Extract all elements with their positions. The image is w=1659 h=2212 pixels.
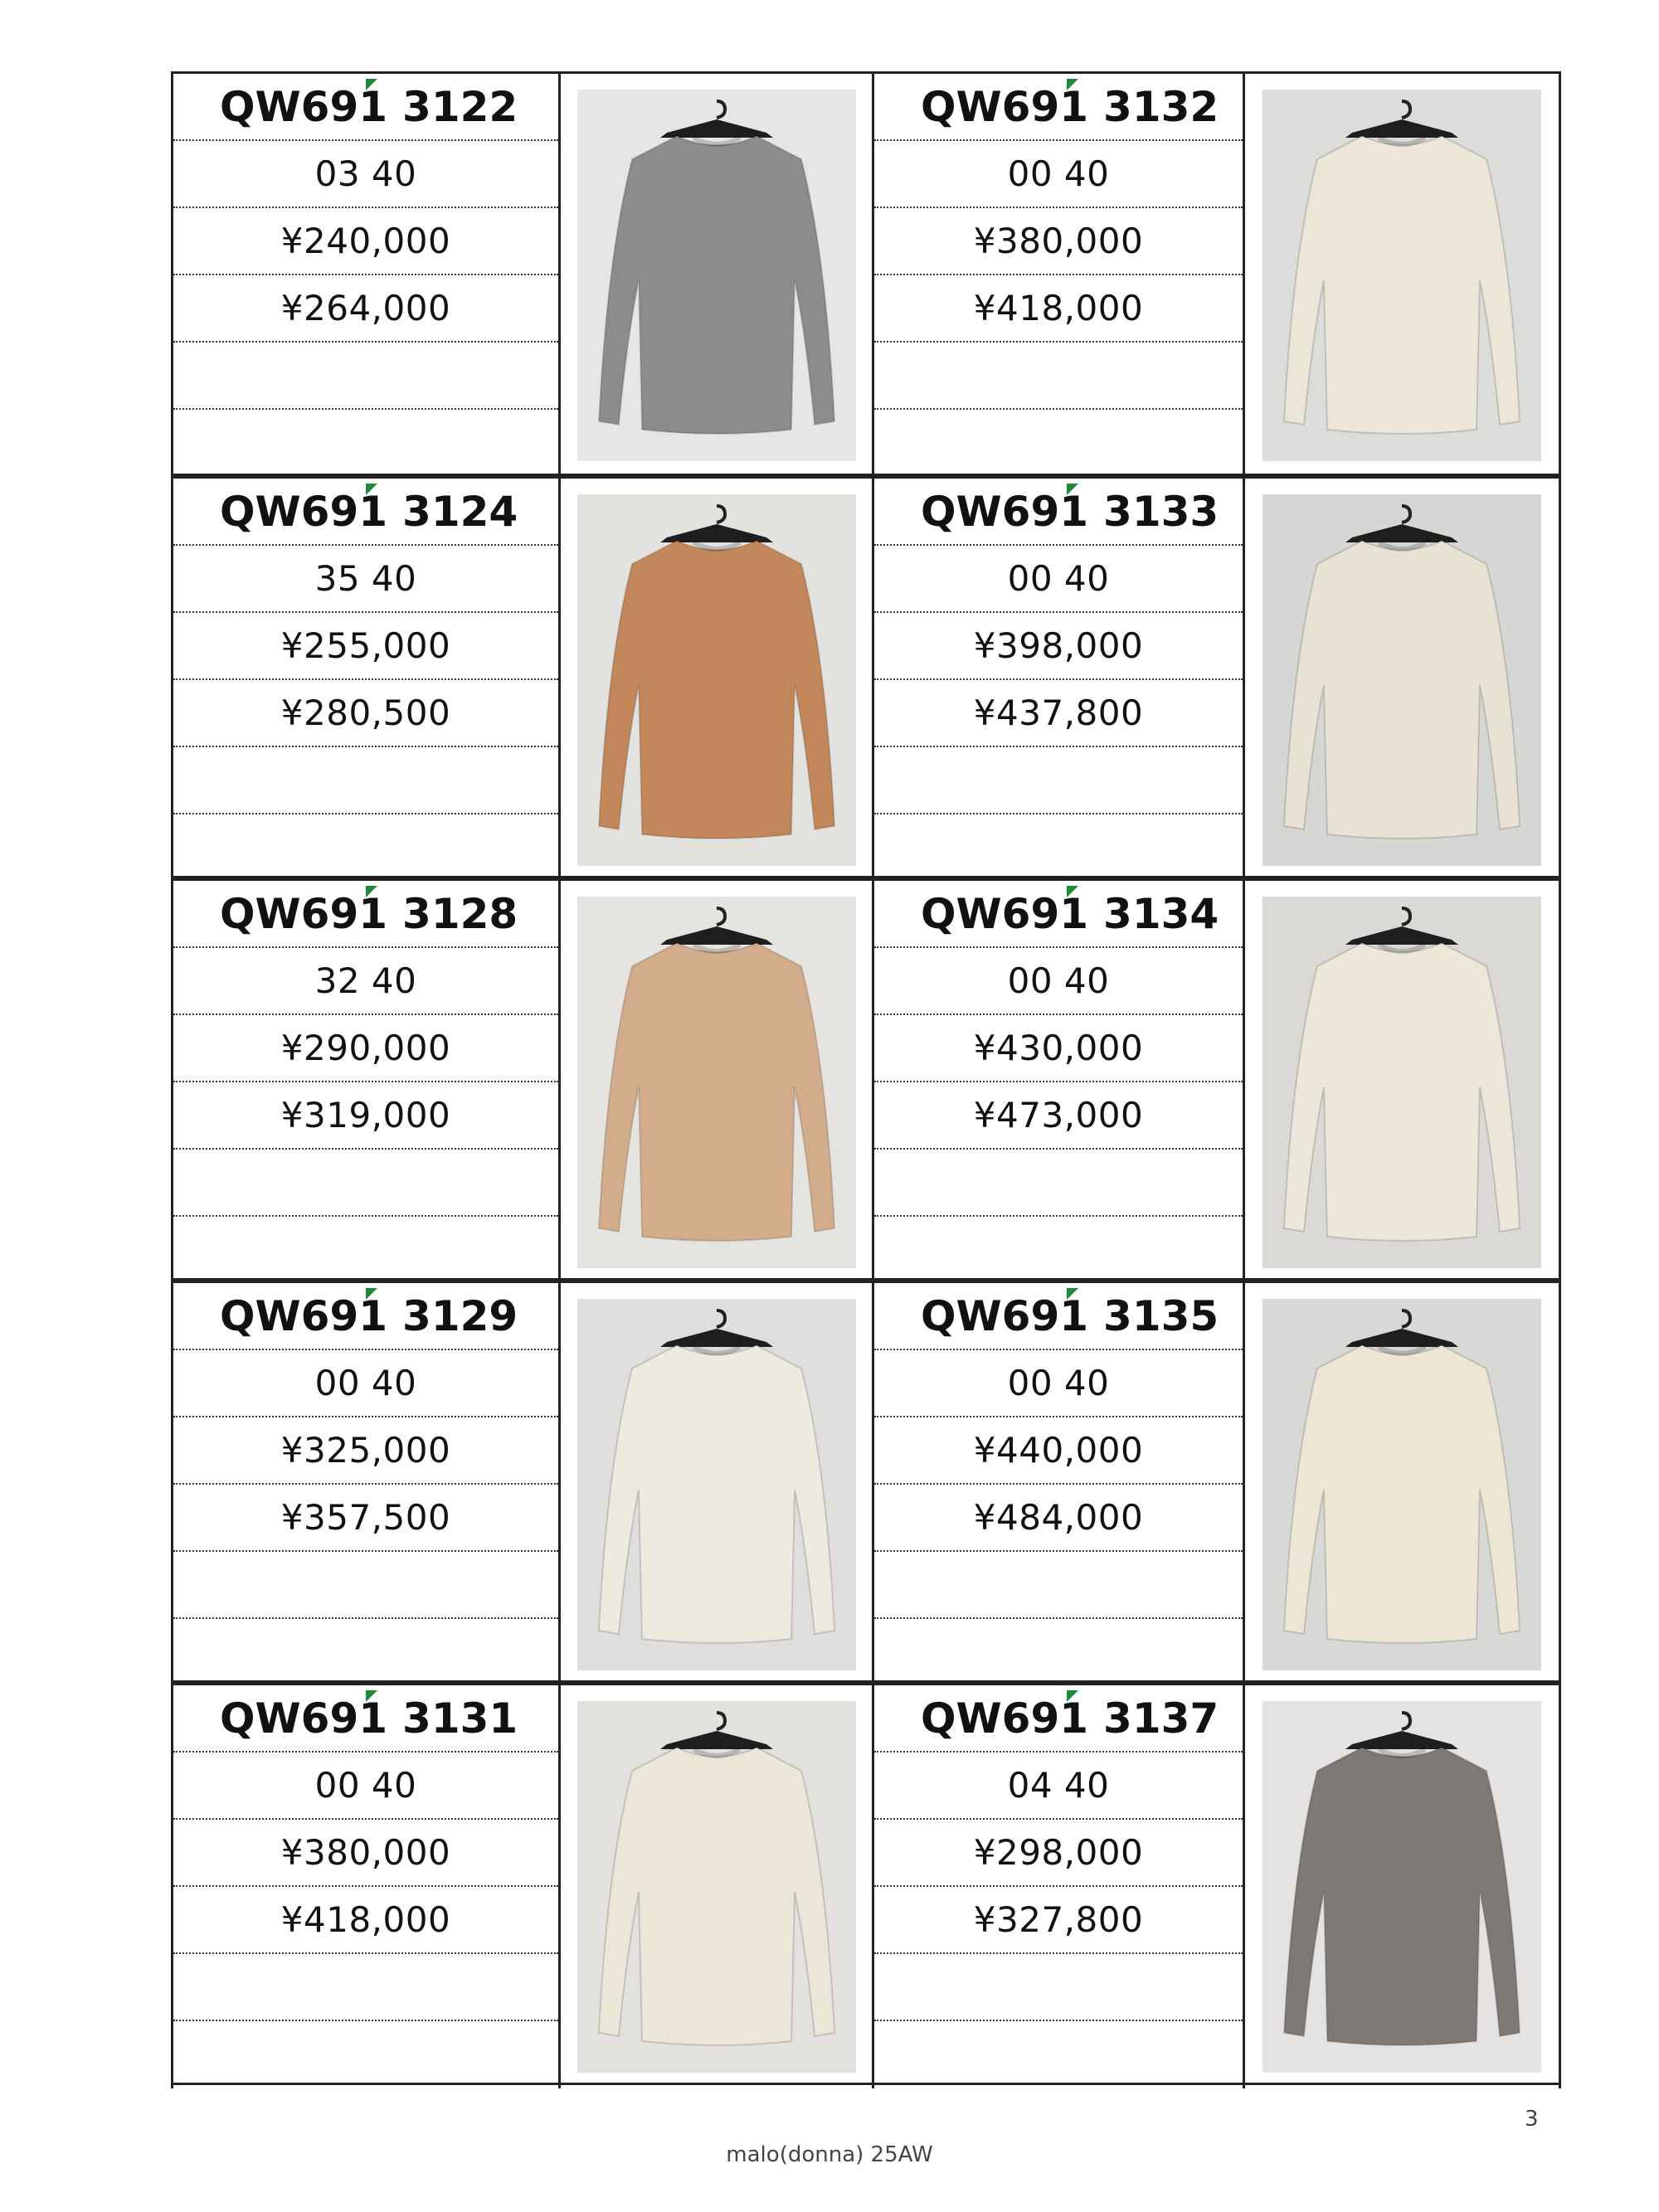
product-sheet <box>171 71 1561 2085</box>
product-info <box>874 1685 1245 2088</box>
price-tax-cell: ¥484,000 <box>874 1485 1243 1552</box>
product-code-prefix: QW691 <box>220 1694 388 1743</box>
color-size-cell: 00 40 <box>874 1350 1243 1417</box>
product-row <box>171 878 1561 1281</box>
product-info <box>171 74 561 477</box>
product-photo <box>577 1701 856 2073</box>
price-cell: ¥398,000 <box>874 613 1243 680</box>
product-photo <box>1262 897 1541 1268</box>
product-photo-cell <box>1245 74 1561 477</box>
comment-flag-icon <box>366 886 377 897</box>
price-cell: ¥255,000 <box>173 613 558 680</box>
product-info <box>171 881 561 1284</box>
product-info <box>874 74 1245 477</box>
color-size-cell: 32 40 <box>173 948 558 1015</box>
product-code-prefix: QW691 <box>220 1291 388 1340</box>
product-photo <box>577 897 856 1268</box>
product-code-prefix: QW691 <box>921 889 1089 938</box>
product-code <box>874 1283 1243 1350</box>
product-photo-cell <box>1245 479 1561 882</box>
product-row <box>171 1683 1561 2085</box>
price-tax-cell: ¥357,500 <box>173 1485 558 1552</box>
product-code-number: 3131 <box>402 1694 518 1743</box>
product-photo <box>577 90 856 461</box>
product-code <box>173 479 558 546</box>
price-tax-cell: ¥319,000 <box>173 1082 558 1150</box>
empty-cell <box>173 1619 558 1686</box>
product-photo-cell <box>561 74 874 477</box>
price-cell: ¥380,000 <box>874 208 1243 275</box>
price-cell: ¥298,000 <box>874 1820 1243 1887</box>
comment-flag-icon <box>1067 886 1078 897</box>
comment-flag-icon <box>366 484 377 495</box>
empty-cell <box>173 410 558 477</box>
price-tax-cell: ¥327,800 <box>874 1887 1243 1954</box>
price-cell: ¥440,000 <box>874 1417 1243 1485</box>
color-size-cell: 00 40 <box>173 1753 558 1820</box>
product-info <box>171 1283 561 1686</box>
product-code-prefix: QW691 <box>220 82 388 131</box>
empty-cell <box>874 1217 1243 1284</box>
empty-cell <box>173 1217 558 1284</box>
product-row <box>171 74 1561 476</box>
price-cell: ¥325,000 <box>173 1417 558 1485</box>
page-number: 3 <box>1525 2107 1539 2132</box>
empty-cell <box>874 1552 1243 1619</box>
product-code-prefix: QW691 <box>921 1291 1089 1340</box>
product-code-number: 3137 <box>1103 1694 1219 1743</box>
color-size-cell: 03 40 <box>173 141 558 208</box>
product-code <box>874 479 1243 546</box>
color-size-cell: 00 40 <box>874 948 1243 1015</box>
color-size-cell: 35 40 <box>173 546 558 613</box>
product-code <box>173 1685 558 1753</box>
product-info <box>171 1685 561 2088</box>
product-info <box>874 881 1245 1284</box>
product-photo <box>577 1299 856 1670</box>
footer-label: malo(donna) 25AW <box>726 2142 933 2167</box>
product-code-number: 3129 <box>402 1291 518 1340</box>
empty-cell <box>874 1150 1243 1217</box>
product-code-number: 3128 <box>402 889 518 938</box>
price-tax-cell: ¥264,000 <box>173 275 558 343</box>
product-code-number: 3124 <box>402 487 518 536</box>
product-code-prefix: QW691 <box>921 487 1089 536</box>
comment-flag-icon <box>1067 1690 1078 1702</box>
color-size-cell: 00 40 <box>874 546 1243 613</box>
color-size-cell: 00 40 <box>173 1350 558 1417</box>
empty-cell <box>874 1619 1243 1686</box>
price-cell: ¥380,000 <box>173 1820 558 1887</box>
product-code <box>173 1283 558 1350</box>
price-cell: ¥240,000 <box>173 208 558 275</box>
product-photo-cell <box>561 479 874 882</box>
product-code-number: 3132 <box>1103 82 1219 131</box>
empty-cell <box>874 1954 1243 2021</box>
product-code-number: 3134 <box>1103 889 1219 938</box>
empty-cell <box>874 2021 1243 2088</box>
product-code-number: 3122 <box>402 82 518 131</box>
product-photo <box>1262 1299 1541 1670</box>
comment-flag-icon <box>1067 484 1078 495</box>
empty-cell <box>173 1552 558 1619</box>
product-photo-cell <box>1245 881 1561 1284</box>
product-photo <box>577 494 856 866</box>
color-size-cell: 04 40 <box>874 1753 1243 1820</box>
product-row <box>171 476 1561 878</box>
empty-cell <box>874 814 1243 882</box>
product-code-prefix: QW691 <box>921 82 1089 131</box>
price-cell: ¥290,000 <box>173 1015 558 1082</box>
comment-flag-icon <box>1067 1288 1078 1300</box>
product-code <box>173 74 558 141</box>
product-code-prefix: QW691 <box>921 1694 1089 1743</box>
product-code-number: 3135 <box>1103 1291 1219 1340</box>
empty-cell <box>874 410 1243 477</box>
product-code <box>874 74 1243 141</box>
product-photo-cell <box>561 881 874 1284</box>
product-code <box>173 881 558 948</box>
product-info <box>874 1283 1245 1686</box>
product-photo <box>1262 90 1541 461</box>
comment-flag-icon <box>366 79 377 90</box>
empty-cell <box>173 2021 558 2088</box>
color-size-cell: 00 40 <box>874 141 1243 208</box>
product-photo-cell <box>1245 1685 1561 2088</box>
price-tax-cell: ¥437,800 <box>874 680 1243 747</box>
product-info <box>874 479 1245 882</box>
product-row <box>171 1281 1561 1683</box>
price-tax-cell: ¥418,000 <box>874 275 1243 343</box>
price-tax-cell: ¥280,500 <box>173 680 558 747</box>
product-code <box>874 881 1243 948</box>
product-photo-cell <box>561 1283 874 1686</box>
price-tax-cell: ¥473,000 <box>874 1082 1243 1150</box>
comment-flag-icon <box>366 1690 377 1702</box>
product-code-number: 3133 <box>1103 487 1219 536</box>
product-photo <box>1262 1701 1541 2073</box>
price-tax-cell: ¥418,000 <box>173 1887 558 1954</box>
empty-cell <box>173 343 558 410</box>
product-code <box>874 1685 1243 1753</box>
comment-flag-icon <box>366 1288 377 1300</box>
empty-cell <box>874 343 1243 410</box>
empty-cell <box>173 747 558 814</box>
product-photo-cell <box>561 1685 874 2088</box>
product-code-prefix: QW691 <box>220 889 388 938</box>
product-photo-cell <box>1245 1283 1561 1686</box>
empty-cell <box>173 1150 558 1217</box>
product-code-prefix: QW691 <box>220 487 388 536</box>
product-info <box>171 479 561 882</box>
comment-flag-icon <box>1067 79 1078 90</box>
product-photo <box>1262 494 1541 866</box>
empty-cell <box>173 1954 558 2021</box>
price-cell: ¥430,000 <box>874 1015 1243 1082</box>
empty-cell <box>874 747 1243 814</box>
empty-cell <box>173 814 558 882</box>
